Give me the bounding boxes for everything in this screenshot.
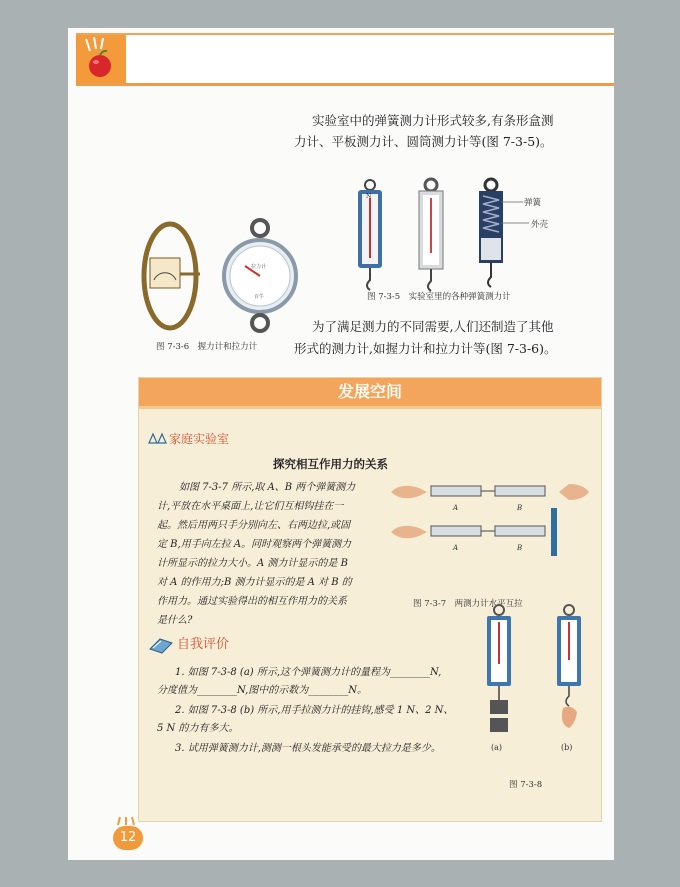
question-2-line-2: 5 N 的力有多大。 [157, 723, 239, 734]
question-1-line-1: 1. 如图 7-3-8 (a) 所示,这个弹簧测力计的量程为________N, [175, 667, 442, 678]
scale-with-weight [487, 605, 511, 732]
development-space-box [138, 377, 602, 822]
label-A-2: A [453, 544, 459, 552]
page-number-sparks-icon [114, 816, 144, 826]
cylinder-scale-illustration [479, 179, 529, 287]
box-scale-illustration [358, 180, 382, 290]
gauge-unit-1: N [366, 193, 372, 200]
development-title: 发展空间 [337, 382, 402, 401]
label-B-2: B [517, 544, 523, 552]
experiment-line-4: 定 B,用手向左拉 A。同时观察两个弹簧测力 [157, 539, 352, 550]
label-shell: 外壳 [531, 220, 549, 230]
question-1-line-2: 分度值为________N,图中的示数为________N。 [157, 685, 368, 696]
apple-icon [76, 35, 126, 83]
figure-7-3-5 [351, 178, 551, 298]
dial-label-2: 百牛 [254, 294, 265, 300]
intro-line-1: 实验室中的弹簧测力计形式较多,有条形盒测 [312, 113, 554, 128]
figure-7-3-8 [469, 604, 599, 764]
experiment-line-3: 起。然后用两只手分别向左、右两边拉,或固 [157, 520, 351, 531]
intro-line-2: 力计、平板测力计、圆筒测力计等(图 7-3-5)。 [294, 134, 553, 149]
label-fig-b: (b) [561, 743, 573, 752]
experiment-line-2: 计,平放在水平桌面上,让它们互相钩挂在一 [157, 501, 344, 512]
experiment-line-6: 对 A 的作用力;B 测力计显示的是 A 对 B 的 [157, 577, 352, 588]
self-eval-heading: 自我评价 [177, 637, 230, 652]
question-3: 3. 试用弹簧测力计,测测一根头发能承受的最大拉力是多少。 [175, 743, 441, 754]
development-title-bar [139, 378, 601, 409]
question-2-line-1: 2. 如图 7-3-8 (b) 所示,用手拉测力计的挂钩,感受 1 N、2 N、 [175, 705, 454, 716]
caption-7-3-8: 图 7-3-8 [509, 780, 543, 790]
para2-line-1: 为了满足测力的不同需要,人们还制造了其他 [312, 319, 554, 334]
book-icon [149, 635, 173, 651]
experiment-line-5: 计所显示的拉力大小。A 测力计显示的是 B [157, 558, 348, 569]
flask-icon [147, 432, 169, 444]
apple-badge [76, 35, 126, 83]
caption-7-3-6: 图 7-3-6 握力计和拉力计 [156, 342, 258, 352]
page-number: 12 [113, 826, 143, 850]
label-spring: 弹簧 [524, 198, 542, 208]
figure-7-3-6 [140, 218, 310, 333]
header-band [76, 33, 614, 83]
family-lab-heading: 家庭实验室 [169, 432, 230, 446]
dial-label-1: 拉力计 [251, 264, 267, 270]
caption-7-3-7: 图 7-3-7 两测力计水平互拉 [413, 599, 523, 609]
flat-scale-illustration [419, 179, 443, 291]
experiment-line-8: 是什么? [157, 615, 193, 626]
label-A-1: A [453, 504, 459, 512]
pull-meter-illustration [224, 220, 296, 331]
label-fig-a: (a) [491, 743, 503, 752]
grip-meter-illustration [144, 224, 200, 328]
experiment-line-1: 如图 7-3-7 所示,取 A、B 两个弹簧测力 [179, 482, 356, 493]
header-rule [76, 83, 614, 86]
experiment-title: 探究相互作用力的关系 [273, 457, 388, 471]
pull-row-1 [391, 484, 589, 500]
scale-with-hand [557, 605, 581, 728]
para2-line-2: 形式的测力计,如握力计和拉力计等(图 7-3-6)。 [294, 341, 557, 356]
pull-row-2 [391, 508, 557, 556]
experiment-line-7: 作用力。通过实验得出的相互作用力的关系 [157, 596, 347, 607]
figure-7-3-7 [391, 474, 601, 569]
textbook-page [68, 28, 614, 860]
label-B-1: B [517, 504, 523, 512]
caption-7-3-5: 图 7-3-5 实验室里的各种弹簧测力计 [367, 292, 511, 302]
